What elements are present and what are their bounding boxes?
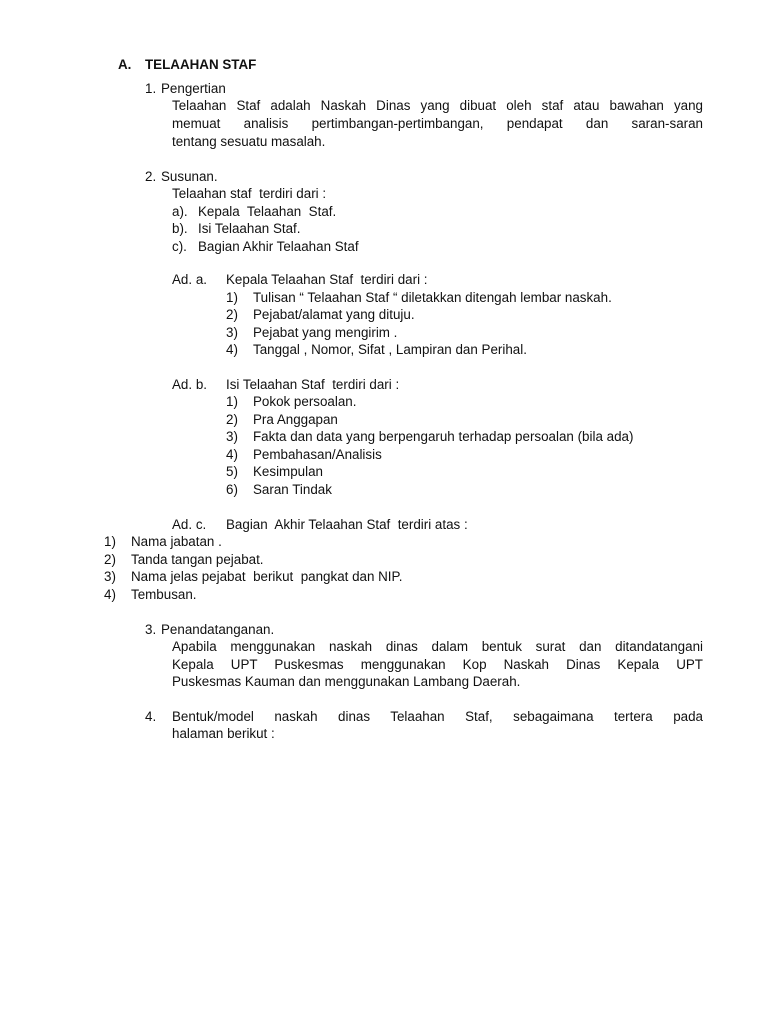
bentuk-line-2: halaman berikut : <box>172 726 275 741</box>
list-item-text: Pejabat yang mengirim . <box>253 325 398 340</box>
list-item-text: Saran Tindak <box>253 482 332 497</box>
list-number: 2) <box>226 412 238 427</box>
ad-b-title: Isi Telaahan Staf terdiri dari : <box>226 377 400 392</box>
pengertian-title: Pengertian <box>161 81 226 96</box>
ad-c-label: Ad. c. <box>172 517 207 532</box>
list-number: 4) <box>226 447 238 462</box>
list-number: 3) <box>226 325 238 340</box>
list-number: 3) <box>226 429 238 444</box>
ad-a-title: Kepala Telaahan Staf terdiri dari : <box>226 272 428 287</box>
list-number: 5) <box>226 464 238 479</box>
list-number: 4) <box>104 587 116 602</box>
list-marker: b). <box>172 221 188 236</box>
list-item-text: Tulisan “ Telaahan Staf “ diletakkan ditengah lembar naskah. <box>253 290 612 305</box>
pengertian-number: 1. <box>145 81 157 96</box>
pengertian-line-1: Telaahan Staf adalah Naskah Dinas yang dibuat oleh staf atau bawahan yang <box>172 98 703 113</box>
susunan-number: 2. <box>145 169 157 184</box>
bentuk-number: 4. <box>145 709 157 724</box>
list-number: 3) <box>104 569 116 584</box>
list-marker: c). <box>172 239 187 254</box>
list-number: 1) <box>104 534 116 549</box>
list-item-text: Tanda tangan pejabat. <box>131 552 264 567</box>
list-item-text: Fakta dan data yang berpengaruh terhadap persoalan (bila ada) <box>253 429 634 444</box>
list-number: 4) <box>226 342 238 357</box>
list-number: 1) <box>226 394 238 409</box>
penandatanganan-title: Penandatanganan. <box>161 622 275 637</box>
ad-b-label: Ad. b. <box>172 377 207 392</box>
list-number: 6) <box>226 482 238 497</box>
list-item-text: Pokok persoalan. <box>253 394 357 409</box>
list-number: 2) <box>104 552 116 567</box>
bentuk-line-1: Bentuk/model naskah dinas Telaahan Staf, sebagaimana tertera pada <box>172 709 703 724</box>
list-number: 2) <box>226 307 238 322</box>
pengertian-line-2: memuat analisis pertimbangan-pertimbangan, pendapat dan saran-saran <box>172 116 703 131</box>
penandatanganan-number: 3. <box>145 622 157 637</box>
list-item-text: Kesimpulan <box>253 464 323 479</box>
list-item-text: Pembahasan/Analisis <box>253 447 382 462</box>
section-title: TELAAHAN STAF <box>145 57 257 72</box>
list-item-text: Nama jabatan . <box>131 534 222 549</box>
list-item-text: Nama jelas pejabat berikut pangkat dan NIP. <box>131 569 403 584</box>
susunan-title: Susunan. <box>161 169 218 184</box>
list-item-text: Tanggal , Nomor, Sifat , Lampiran dan Perihal. <box>253 342 527 357</box>
list-number: 1) <box>226 290 238 305</box>
list-marker: a). <box>172 204 188 219</box>
penandatanganan-line-2: Kepala UPT Puskesmas menggunakan Kop Naskah Dinas Kepala UPT <box>172 657 703 672</box>
list-item-text: Kepala Telaahan Staf. <box>198 204 337 219</box>
list-item-text: Pejabat/alamat yang dituju. <box>253 307 415 322</box>
susunan-intro: Telaahan staf terdiri dari : <box>172 186 327 201</box>
section-letter: A. <box>118 57 132 72</box>
ad-a-label: Ad. a. <box>172 272 207 287</box>
list-item-text: Isi Telaahan Staf. <box>198 221 301 236</box>
penandatanganan-line-1: Apabila menggunakan naskah dinas dalam bentuk surat dan ditandatangani <box>172 639 703 654</box>
list-item-text: Tembusan. <box>131 587 197 602</box>
list-item-text: Pra Anggapan <box>253 412 338 427</box>
ad-c-title: Bagian Akhir Telaahan Staf terdiri atas : <box>226 517 468 532</box>
penandatanganan-line-3: Puskesmas Kauman dan menggunakan Lambang Daerah. <box>172 674 521 689</box>
list-item-text: Bagian Akhir Telaahan Staf <box>198 239 359 254</box>
pengertian-line-3: tentang sesuatu masalah. <box>172 134 326 149</box>
